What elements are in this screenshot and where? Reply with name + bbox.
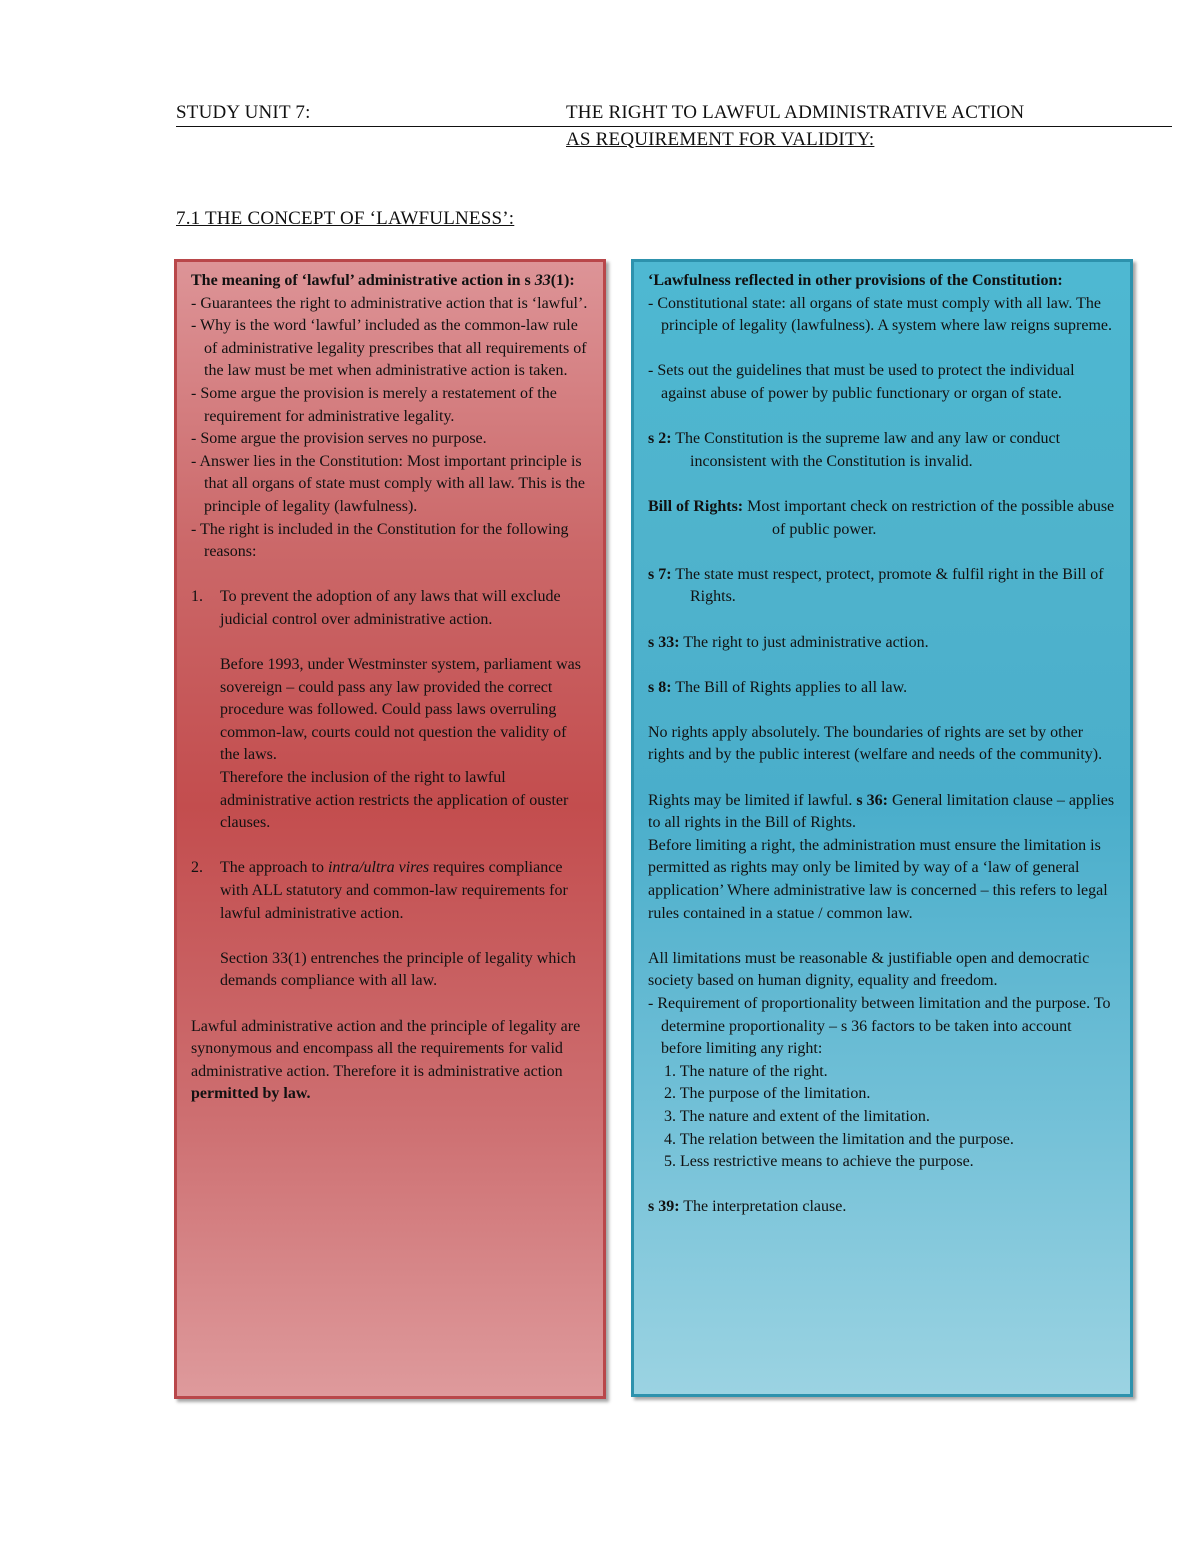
heading-section-number: 33 (534, 272, 551, 289)
s36-factors-list (648, 1061, 1116, 1174)
provision-text: The Constitution is the supreme law and any law or conduct inconsistent with the Constitution is invalid. (675, 430, 1061, 470)
provision-key: s 2: (648, 430, 672, 448)
heading-part: The meaning of ‘lawful’ administrative action in s (191, 272, 535, 289)
closing-bold-text: permitted by law. (191, 1085, 311, 1103)
provision-text: The state must respect, protect, promote & fulfil right in the Bill of Rights. (675, 565, 1104, 606)
page-header (176, 100, 1172, 153)
unit-title-line-1: THE RIGHT TO LAWFUL ADMINISTRATIVE ACTION (566, 102, 1025, 123)
reason-number: 1. (191, 588, 203, 606)
left-bullet: - Answer lies in the Constitution: Most important principle is that all organs of state must comply with all law. This is the principle of legality (lawfulness). (191, 452, 585, 515)
provision-text: The interpretation clause. (683, 1198, 847, 1216)
provision-key: s 33: (648, 633, 680, 651)
provision-bill-of-rights (648, 496, 1116, 541)
spacer (648, 767, 1116, 790)
provision-key: Bill of Rights: (648, 497, 744, 515)
provision-key: s 8: (648, 678, 672, 696)
limitation-text: General limitation clause – applies to all rights in the Bill of Rights. (648, 791, 1115, 832)
spacer (191, 564, 589, 587)
provision-key: s 36: (856, 791, 888, 809)
spacer (648, 406, 1116, 429)
reason-item-2 (191, 857, 589, 925)
spacer (648, 541, 1116, 564)
left-bullet: - The right is included in the Constitution for the following reasons: (191, 520, 569, 561)
unit-title-line-2: AS REQUIREMENT FOR VALIDITY: (566, 129, 875, 150)
spacer (191, 925, 589, 948)
factor-item: 1. The nature of the right. (664, 1062, 828, 1080)
spacer (648, 654, 1116, 677)
spacer (648, 473, 1116, 496)
closing-paragraph (191, 1016, 589, 1106)
provision-text: Most important check on restriction of the possible abuse of public power. (747, 497, 1115, 538)
factor-item: 2. The purpose of the limitation. (664, 1085, 871, 1103)
header-line-1 (176, 100, 1172, 127)
left-bullet: - Some argue the provision is merely a restatement of the requirement for administrative legality. (191, 384, 557, 425)
header-line-2 (176, 127, 1172, 153)
spacer (191, 835, 589, 858)
lawfulness-provisions-box (631, 259, 1133, 1397)
provision-key: s 39: (648, 1198, 680, 1216)
provision-s2 (648, 428, 1116, 473)
spacer (191, 632, 589, 655)
heading-part-end: (1): (550, 272, 575, 289)
reason-text-part: requires compliance with ALL statutory and common-law requirements for lawful administrative action. (220, 859, 568, 922)
reason-number: 2. (191, 859, 203, 877)
reason-text (220, 857, 589, 925)
left-bullet: - Some argue the provision serves no purpose. (191, 430, 487, 448)
spacer (191, 993, 589, 1016)
provision-s39 (648, 1196, 1116, 1219)
lawful-meaning-box (174, 259, 606, 1399)
left-bullet: - Guarantees the right to administrative action that is ‘lawful’. (191, 294, 588, 312)
right-bullet: - Sets out the guidelines that must be used to protect the individual against abuse of power by public functionary or organ of state. (648, 362, 1075, 402)
reason-item-1 (191, 586, 589, 631)
reasonable-limitations-paragraph: All limitations must be reasonable & justifiable open and democratic society based on human dignity, equality and freedom. (648, 949, 1090, 990)
factor-item: 3. The nature and extent of the limitation. (664, 1107, 930, 1125)
factor-item: 5. Less restrictive means to achieve the purpose. (664, 1153, 974, 1171)
right-box-heading: ‘Lawfulness reflected in other provisions of the Constitution: (648, 272, 1063, 289)
reason-text-italic: intra/ultra vires (327, 859, 430, 877)
reason-text: To prevent the adoption of any laws that will exclude judicial control over administrative action. (220, 588, 561, 628)
left-box-heading (191, 270, 589, 293)
provision-s8 (648, 677, 1116, 700)
closing-text: Lawful administrative action and the principle of legality are synonymous and encompass all the requirements for valid administrative action. Therefore it is administrative action (191, 1017, 581, 1080)
spacer (648, 699, 1116, 722)
study-unit-label: STUDY UNIT 7: (176, 102, 311, 123)
section-title: 7.1 THE CONCEPT OF ‘LAWFULNESS’: (176, 208, 515, 229)
factor-item: 4. The relation between the limitation and the purpose. (664, 1130, 1014, 1148)
section-33-paragraph: Section 33(1) entrenches the principle of legality which demands compliance with all law. (220, 949, 576, 990)
spacer (648, 925, 1116, 948)
spacer (648, 338, 1116, 361)
provision-key: s 7: (648, 565, 672, 583)
before-limiting-paragraph: Before limiting a right, the administration must ensure the limitation is permitted as rights may only be limited by way of a ‘law of general application’ Where administrative law is concerned – this refers to legal rules contained in a statue / common law. (648, 836, 1108, 922)
provision-text: The right to just administrative action. (683, 633, 929, 651)
header-spacer (176, 127, 566, 153)
spacer (648, 1174, 1116, 1197)
no-absolute-rights-paragraph: No rights apply absolutely. The boundaries of rights are set by other rights and by the public interest (welfare and needs of the community). (648, 723, 1103, 764)
limitation-text: Rights may be limited if lawful. (648, 791, 857, 809)
reason-text-part: The approach to (220, 859, 328, 877)
proportionality-bullet: - Requirement of proportionality between limitation and the purpose. To determine proportionality – s 36 factors to be taken into account before limiting any right: (648, 995, 1111, 1058)
ouster-paragraph: Therefore the inclusion of the right to lawful administrative action restricts the application of ouster clauses. (220, 769, 569, 832)
spacer (648, 609, 1116, 632)
westminster-paragraph: Before 1993, under Westminster system, parliament was sovereign – could pass any law provided the correct procedure was followed. Could pass laws overruling common-law, courts could not question the validity of the laws. (220, 656, 581, 764)
provision-s7 (648, 564, 1116, 609)
right-bullet: - Constitutional state: all organs of state must comply with all law. The principle of legality (lawfulness). A system where law reigns supreme. (648, 294, 1112, 335)
provision-s33 (648, 632, 1116, 655)
provision-text: The Bill of Rights applies to all law. (675, 678, 908, 696)
limitation-paragraph (648, 790, 1116, 835)
left-bullet: - Why is the word ‘lawful’ included as the common-law rule of administrative legality prescribes that all requirements of the law must be met when administrative action is taken. (191, 317, 587, 380)
